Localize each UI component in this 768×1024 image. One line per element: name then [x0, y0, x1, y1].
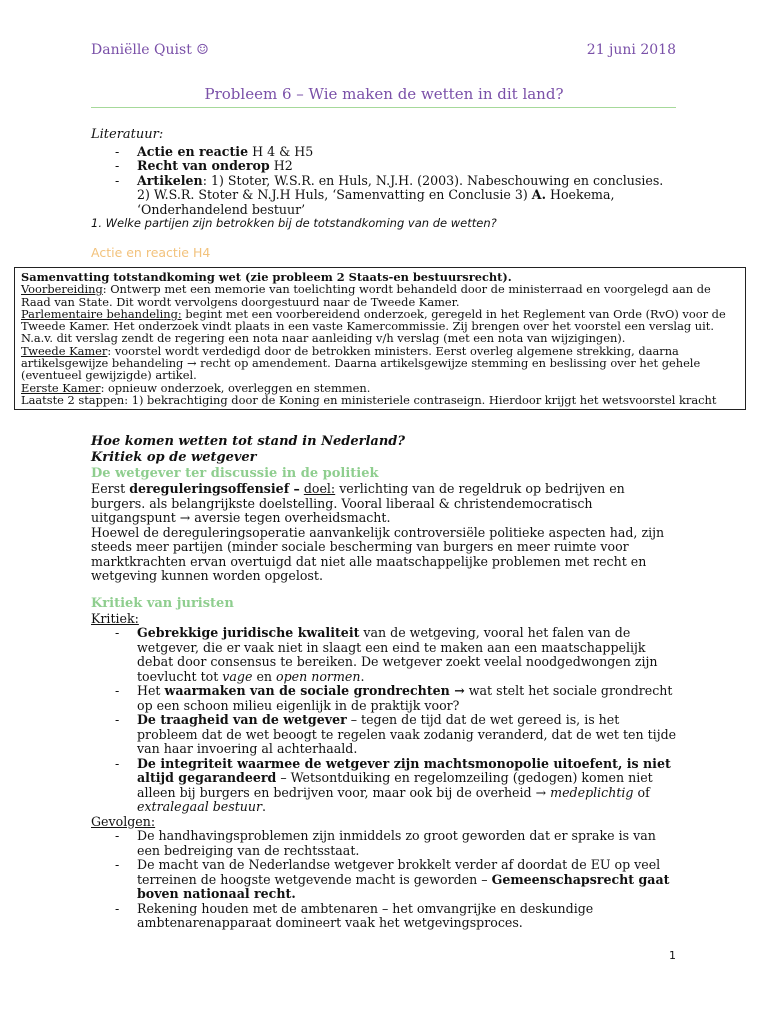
document-date: 21 juni 2018: [586, 42, 676, 58]
summary-label: Tweede Kamer: [21, 343, 108, 358]
item-text: – Wetsontduiking en regelomzeiling (gedogen) komen niet alleen bij burgers en bedrijven voor, maar ook bij de overheid →: [137, 770, 653, 800]
item-italic: medeplichtig: [550, 784, 634, 800]
list-item: [91, 858, 681, 902]
summary-text: : opnieuw onderzoek, overleggen en stemmen.: [100, 380, 371, 395]
list-item: [91, 713, 681, 757]
paragraph-deregulering: Hoewel de dereguleringsoperatie aanvankelijk controversiële politieke aspecten had, zijn steeds meer partijen (minder sociale bescherming van burgers en meer ruimte voor marktkrachten ervan overtuigd dat niet alle maatschappelijke problemen met recht en wetgeving kunnen worden opgelost.: [91, 524, 665, 583]
gevolgen-list: [91, 829, 681, 931]
paragraph-bold: dereguleringsoffensief –: [129, 481, 300, 496]
paragraph-text: Eerst: [91, 481, 130, 496]
summary-text: begint met een voorbereidend onderzoek, geregeld in het Reglement van Orde (RvO) voor de Tweede Kamer. Het onderzoek vindt plaats in een vaste Kamercommissie. Zij brengen over het voorstel een verslag uit. N.a.v. dit verslag zendt de regering een nota naar aanleiding v/h verslag (met een nota van wijzigingen).: [21, 306, 726, 346]
literature-item-title: Actie en reactie: [137, 143, 249, 159]
heading-question: Hoe komen wetten tot stand in Nederland?: [91, 434, 405, 449]
literature-item: [91, 159, 676, 174]
kritiek-label: Kritiek:: [91, 610, 139, 626]
summary-laatste: Laatste 2 stappen: 1) bekrachtiging door de Koning en ministeriele contraseign. Hierdoor krijgt het wetsvoorstel kracht: [21, 392, 717, 407]
heading-kritiek: Kritiek op de wetgever: [91, 450, 257, 465]
list-item: [91, 757, 681, 815]
item-text: – tegen de tijd dat de wet gereed is, is het probleem dat de wet beoogt te regelen vaak zodanig veranderd, dat de wet ten tijde van haar invoering al achterhaald.: [137, 712, 677, 756]
summary-text: : voorstel wordt verdedigd door de betrokken ministers. Eerst overleg algemene strekking, daarna artikelsgewijze behandeling → recht op amendement. Daarna artikelsgewijze stemming en beslissing over het gehele (eventueel gewijzigde) artikel.: [21, 343, 701, 383]
list-item: - Rekening houden met de ambtenaren – het omvangrijke en deskundige ambtenarenapparaat domineert vaak het wetgevingsproces.: [91, 902, 681, 931]
summary-parlementaire: [21, 308, 739, 345]
item-text: wat stelt het sociale grondrecht op een schoon milieu eigenlijk in de praktijk voor?: [137, 683, 673, 713]
literature-item-text: Hoekema, ‘Onderhandelend bestuur’: [137, 187, 615, 217]
item-bold: Gebrekkige juridische kwaliteit: [137, 625, 360, 640]
question-1: 1. Welke partijen zijn betrokken bij de totstandkoming van de wetten?: [91, 216, 497, 230]
summary-label: Parlementaire behandeling:: [21, 306, 182, 321]
author-name: Daniëlle Quist ☺: [91, 42, 209, 58]
item-text: of: [633, 784, 650, 800]
literature-section: [91, 128, 676, 217]
summary-voorbereiding: [21, 283, 739, 308]
literature-item-text: H 4 & H5: [248, 143, 314, 159]
literature-item-text: : 1) Stoter, W.S.R. en Huls, N.J.H. (2003). Nabeschouwing en conclusies. 2) W.S.R. Stoter & N.J.H Huls, ‘Samenvatting en Conclusie 3): [137, 172, 664, 202]
item-bold: De integriteit waarmee de wetgever zijn machtsmonopolie uitoefent, is niet altijd gegarandeerd: [137, 755, 671, 785]
item-italic: vage: [222, 668, 253, 684]
literature-list: [91, 145, 676, 218]
literature-item-title: Recht van onderop: [137, 158, 270, 173]
summary-tweede-kamer: [21, 345, 739, 382]
paragraph-text: verlichting van de regeldruk op bedrijven en burgers. als belangrijkste doelstelling. Vooral liberaal & christendemocratisch uitgangspunt → aversie tegen overheidsmacht.: [91, 481, 625, 525]
item-text: .: [262, 799, 267, 814]
title-divider: [91, 107, 676, 108]
item-text: .: [360, 668, 365, 684]
paragraph-underline: doel:: [303, 481, 336, 496]
literature-item-text: H2: [269, 158, 293, 173]
literature-item-title: A.: [531, 187, 546, 202]
literature-item: [91, 174, 676, 218]
heading-politiek: De wetgever ter discussie in de politiek: [91, 466, 379, 481]
summary-text: : Ontwerp met een memorie van toelichting wordt behandeld door de ministerraad en voorgelegd aan de Raad van State. Dit wordt vervolgens doorgestuurd naar de Tweede Kamer.: [21, 282, 711, 309]
item-bold: waarmaken van de sociale grondrechten →: [164, 683, 465, 698]
paragraph-dereguleringsoffensief: [91, 482, 681, 526]
main-content: [91, 434, 681, 931]
literature-item-title: Artikelen: [137, 172, 203, 188]
literature-item: [91, 145, 676, 160]
item-text: De macht van de Nederlandse wetgever brokkelt verder af doordat de EU op veel terreinen de hoogste wetgevende macht is geworden –: [137, 857, 661, 887]
item-bold: De traagheid van de wetgever: [137, 712, 347, 727]
document-title: Probleem 6 – Wie maken de wetten in dit land?: [204, 85, 564, 103]
item-bold: Gemeenschapsrecht gaat boven nationaal recht.: [137, 871, 670, 901]
page-number: 1: [669, 949, 676, 962]
kritiek-list: [91, 626, 681, 815]
heading-juristen: Kritiek van juristen: [91, 595, 234, 611]
list-item: [91, 626, 681, 684]
item-italic: extralegaal bestuur: [137, 799, 263, 814]
item-text: van de wetgeving, vooral het falen van de wetgever, die er vaak niet in slaagt een eind te maken aan een maatschappelijk debat door consensus te bereiken. De wetgever zoekt veelal noodgedwongen zijn toevlucht tot: [137, 625, 658, 684]
list-item: - De handhavingsproblemen zijn inmiddels zo groot geworden dat er sprake is van een bedreiging van de rechtsstaat.: [91, 829, 681, 858]
section-heading-h4: Actie en reactie H4: [91, 245, 211, 260]
literature-label: Literatuur:: [91, 127, 164, 142]
list-item: [91, 684, 681, 713]
item-text: en: [252, 668, 277, 684]
summary-label: Voorbereiding: [21, 282, 103, 297]
summary-box: [14, 267, 746, 410]
item-text: Het: [137, 683, 165, 698]
item-italic: open normen: [276, 668, 361, 684]
gevolgen-label: Gevolgen:: [91, 813, 156, 829]
summary-label: Eerste Kamer: [21, 380, 101, 395]
summary-title: Samenvatting totstandkoming wet (zie probleem 2 Staats-en bestuursrecht).: [21, 270, 512, 284]
